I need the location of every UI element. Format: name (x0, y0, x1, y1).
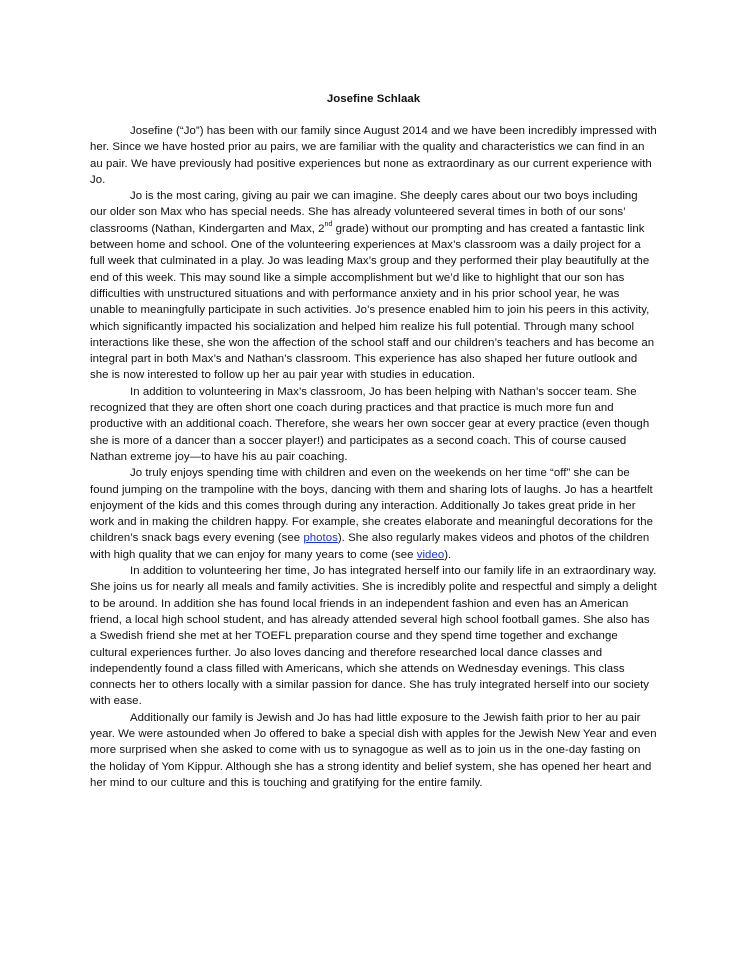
paragraph-integration: In addition to volunteering her time, Jo has integrated herself into our family life in an extraordinary way. She joins us for nearly all meals and family activities. She is incredibly polite and respectful and simply a delight to be around. In addition she has found local friends in an independent fashion and even has an American friend, a local high school student, and has already attended several high school football games. She also has a Swedish friend she met at her TOEFL preparation course and they spend time together and exchange cultural experiences further. Jo also loves dancing and therefore researched local dance classes and independently found a class filled with Americans, which she attends on Wednesday evenings. This class connects her to others locally with a similar passion for dance. She has truly integrated herself into our society with ease. (90, 565, 657, 708)
ordinal-suffix: nd (324, 220, 333, 228)
paragraph-caring-text-b: grade) without our prompting and has created a fantastic link between home and school. One of the volunteering experiences at Max’s classroom was a daily project for a full week that culminated in a play. Jo was leading Max’s group and they performed their play beautifully at the end of this week. This may sound like a simple accomplishment but we’d like to highlight that our son has difficulties with unstructured situations and with performance anxiety and in his prior school year, he was unable to meaningfully participate in such activities. Jo’s presence enabled him to join his peers in this activity, which significantly impacted his socialization and helped him realize his full potential. Through many school interactions like these, she won the affection of the school staff and our children’s teachers and has become an integral part in both Max’s and Nathan’s classroom. This experience has also shaped her future outlook and she is now interested to follow up her au pair year with studies in education. (90, 222, 655, 382)
video-link[interactable]: video (416, 548, 445, 561)
photos-link[interactable]: photos (303, 532, 338, 545)
paragraph-enjoyment-text-c: ). (444, 548, 452, 561)
paragraph-enjoyment-text-b: ). She also regularly makes videos and photos of the children with high quality that we can enjoy for many years to come (see (90, 532, 650, 561)
letter-body (90, 91, 657, 791)
paragraph-caring (90, 188, 657, 384)
letter-title: Josefine Schlaak (326, 93, 421, 105)
paragraph-enjoyment (90, 465, 657, 563)
paragraph-enjoyment-text-a: Jo truly enjoys spending time with children and even on the weekends on her time “off” she can be found jumping on the trampoline with the boys, dancing with them and sharing lots of laughs. Jo has a heartfelt enjoyment of the kids and this comes through during any interaction. Additionally Jo takes great pride in her work and in making the children happy. For example, she creates elaborate and meaningful decorations for the children’s snack bags every evening (see (90, 467, 654, 545)
paragraph-intro: Josefine (“Jo”) has been with our family since August 2014 and we have been incredibly impressed with her. Since we have hosted prior au pairs, we are familiar with the quality and characteristics we can find in an au pair. We have previously had positive experiences but none as extraordinary as our current experience with Jo. (90, 125, 657, 186)
paragraph-faith: Additionally our family is Jewish and Jo has had little exposure to the Jewish faith prior to her au pair year. We were astounded when Jo offered to bake a special dish with apples for the Jewish New Year and even more surprised when she asked to come with us to synagogue as well as to join us in the one-day fasting on the holiday of Yom Kippur. Although she has a strong identity and belief system, she has opened her heart and her mind to our culture and this is touching and gratifying for the entire family. (90, 711, 657, 789)
paragraph-caring-text-a: Jo is the most caring, giving au pair we can imagine. She deeply cares about our two boys including our older son Max who has special needs. She has already volunteered several times in both of our sons’ classrooms (Nathan, Kindergarten and Max, 2 (90, 190, 638, 235)
paragraph-soccer: In addition to volunteering in Max’s classroom, Jo has been helping with Nathan’s soccer team. She recognized that they are often short one coach during practices and that practice is much more fun and productive with an additional coach. Therefore, she wears her own soccer gear at every practice (even though she is more of a dancer than a soccer player!) and participates as a second coach. This of course caused Nathan extreme joy—to have his au pair coaching. (90, 385, 650, 463)
